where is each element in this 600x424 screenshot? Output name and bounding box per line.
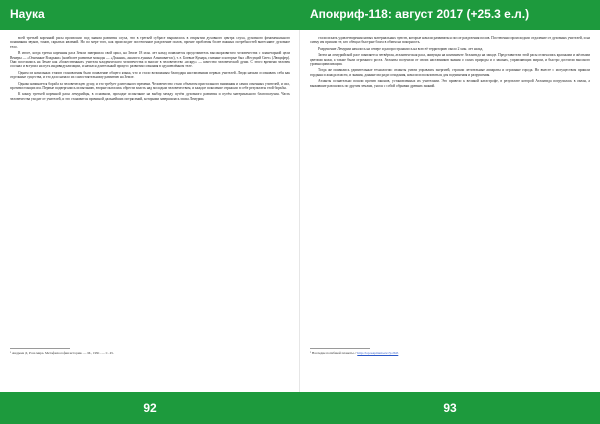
paragraph: Однако начинается борьба за человеческую душу, и это требует длительного времени. Человечество стало объектом пристального внимания и самих огненных учителей, и сил, противостоящих им. Первые подвергались испытанию, вторые пытались обрести власть над молодым человечеством, и каждое поколение отражало в себе результаты этой борьбы. [10, 81, 290, 91]
right-footnote [310, 351, 590, 355]
left-footnote: ¹ Андреев Д. Роза мира. Метафилософия истории. — М., 1991. — С. 45. [10, 351, 114, 355]
paragraph: Затем на лемурийской расе появляется четвёртая, атлантическая раса, живущая на континенте Атлантида на западе. Представители этой расы отличались красными и жёлтыми цветами кожи, а также были огромного роста. Атланты получили от своих наставников знания о силах природы и о законах, управляющих миром, и быстро достигли высокого уровня цивилизации. [310, 53, 590, 67]
page-number-right: 93 [443, 401, 457, 415]
paragraph: всей третьей коренной расы произошло под знаком развития слуха, что в третьей субрасе выразилось в открытии духовного центра слуха, духовного феноменального понимания звуков, тонов, скрытых явлений. Но по мере того, как происходит постепенное разделение полов, прочие проблемы более важных потребностей вытесняют духовное тело. [10, 36, 290, 49]
header-bar [0, 0, 600, 30]
footer-bar-left [0, 392, 300, 424]
footnote-rule [310, 348, 370, 349]
footnote-link[interactable]: http://toposapitania.ru/?p=845 [357, 351, 399, 355]
section-title: Наука [10, 7, 45, 21]
paragraph: Тогда же появились удивительные технологии: атланты умели управлять энергией, строили летательные аппараты и огромные города. Но вместе с могуществом пришли гордыня и жажда власти, и знания, данные им ради созидания, начали использоваться для подчинения и разрушения. [310, 68, 590, 77]
footnote-text: ² Наследие погибшей планеты // [310, 351, 357, 355]
left-page-body [10, 36, 290, 346]
footnote-rule [10, 348, 70, 349]
paragraph: Одним из начальных этапов становления было появление общего языка, что и стало возможным благодаря наставлениям первых учителей. Люди начали осознавать себя как отдельные существа, и это дало начало их самостоятельному развитию на Земле. [10, 70, 290, 80]
paragraph: стали искать удовлетворения новых материальных чувств, которые начали развиваться после разделения полов. Постепенно происходило отдаление от духовных учителей, и на смену им пришли те, кто обещал быстрые блага в обмен на покорность. [310, 36, 590, 45]
page-number-left: 92 [143, 401, 157, 415]
paragraph: К концу третьей коренной расы лемурийцы, в основном, проходят испытание на выбор между путём духовного развития и путём материального благополучия. Часть человечества уходит от учителей, и это становится причиной дальнейших потрясений, которыми завершилась эпоха Лемурии. [10, 92, 290, 101]
paragraph: Атланты сознательно пошли против законов, установленных их учителями. Это привело к великой катастрофе, в результате которой Атлантида погрузилась в океан, а выжившие разошлись по другим землям, унося с собой обрывки древних знаний. [310, 79, 590, 88]
footer-bar-right [300, 392, 600, 424]
paragraph: Разрушение Лемурии началось на севере и распространилось на всю её территорию около 2 млн. лет назад. [318, 46, 484, 51]
right-page-body [310, 36, 590, 346]
page-gutter [299, 30, 300, 392]
paragraph: В итоге, когда третья коренная раса Земли завершила свой цикл, на Земле 18 млн. лет назад появляется представитель высокоразвитого человечества с планетарной цели Венеры — «Огненные Владыки» (наиболее развитые монады — «Дхьяни», аналоги лунных Агнишваттас), т. е. Боевые Кумара, главные и которые был «Несущий Свет» (Люцифер). Они поселились на Земле как «божественные» учителя младенческого человечества и вносят в человечество «искру» — качество человеческой души. С этого времени человек осознал и вступил на путь индивидуализации, и начался длительный процесс развития сознания в одушевлённом теле. [10, 51, 290, 69]
issue-title: Апокриф-118: август 2017 (+25.3 е.л.) [310, 7, 530, 21]
